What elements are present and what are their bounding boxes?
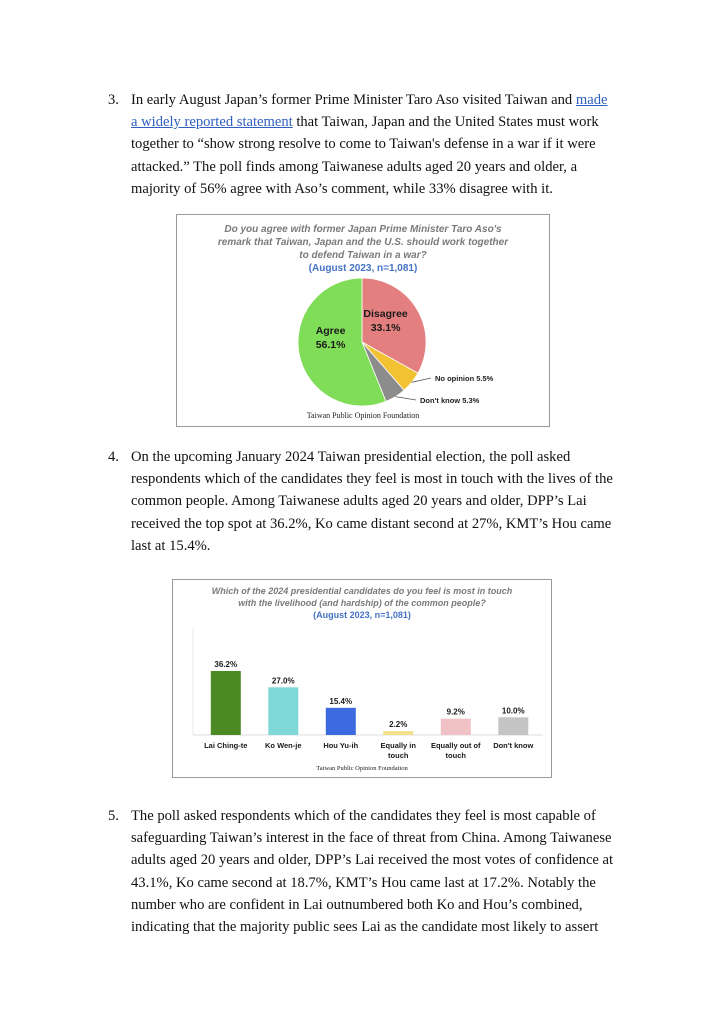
bar-value-label: 10.0% [501,706,525,716]
chart-title-line: Which of the 2024 presidential candidates do you feel is most in touch [211,586,513,596]
pie-label-name: Disagree [363,307,408,320]
pie-label-name: Agree [315,325,346,338]
bar-category-label: Don't know [493,741,534,750]
pie-label-outside: No opinion 5.5% [435,374,494,383]
text-line: common people. Among Taiwanese adults aged 20 years and older, DPP’s Lai [131,493,587,510]
text-line: number who are confident in Lai outnumbered both Ko and Hou’s combined, [131,896,583,913]
chart-title-line: Do you agree with former Japan Prime Minister Taro Aso's [224,224,502,235]
item-number: 3. [108,92,119,108]
pie-label-outside: Don't know 5.3% [420,396,480,405]
text-line: majority of 56% agree with Aso’s comment, while 33% disagree with it. [131,180,553,197]
bar-value-label: 15.4% [329,696,353,706]
bar-category-label: touch [445,751,466,760]
paragraph-most-in-touch [131,446,623,557]
text-line: attacked.” The poll finds among Taiwanese adults aged 20 years and older, a [131,158,578,175]
text-line: safeguarding Taiwan’s interest in the face of threat from China. Among Taiwanese [131,830,612,847]
bar-category-label: Ko Wen-je [264,741,302,750]
bar-chart [173,580,551,777]
text-line: received the top spot at 36.2%, Ko came distant second at 27%, KMT’s Hou came [131,515,612,532]
text-line: The poll asked respondents which of the candidates they feel is most capable of [131,808,596,824]
chart-source: Taiwan Public Opinion Foundation [306,411,420,420]
bar [498,717,528,735]
pie-chart [177,215,549,426]
text-line: respondents which of the candidates they feel is most in touch with the lives of the [131,471,613,488]
chart-subtitle: (August 2023, n=1,081) [308,263,418,274]
paragraph-safeguarding-taiwan [131,805,623,938]
bar-chart-figure [172,579,552,778]
bar [441,719,471,735]
bar-category-label: touch [388,751,409,760]
chart-subtitle: (August 2023, n=1,081) [313,610,411,620]
pie-label-value: 33.1% [370,321,401,334]
text-line: a widely reported statement that Taiwan, Japan and the United States must work [131,114,599,131]
text-line: In early August Japan’s former Prime Minister Taro Aso visited Taiwan and made [131,92,608,108]
bar-category-label: Lai Ching-te [204,741,248,750]
bar [326,708,356,735]
text-line: together to “show strong resolve to come to Taiwan's defense in a war if it were [131,136,596,153]
pie-label-value: 56.1% [315,339,346,352]
bar-value-label: 36.2% [214,660,238,669]
chart-title-line: to defend Taiwan in a war? [299,250,427,261]
bar [211,671,241,735]
widely-reported-statement-link[interactable]: a widely reported statement [131,114,293,131]
text-line: On the upcoming January 2024 Taiwan presidential election, the poll asked [131,449,571,465]
chart-title-line: remark that Taiwan, Japan and the U.S. should work together [217,237,509,248]
bar-category-label: Equally in [380,741,416,750]
chart-title-line: with the livelihood (and hardship) of the common people? [238,598,486,608]
bar [383,731,413,735]
bar-value-label: 9.2% [446,707,465,717]
pie-chart-figure [176,214,550,427]
made-link[interactable]: made [575,92,608,108]
text-line: indicating that the majority public sees Lai as the candidate most likely to assert [131,919,599,936]
item-number: 5. [108,808,119,824]
bar-category-label: Hou Yu-ih [323,741,359,750]
pie-leader-line [395,397,416,400]
bar-value-label: 27.0% [271,676,295,686]
paragraph-aso-statement [131,89,623,200]
item-number: 4. [108,449,119,465]
text-line: last at 15.4%. [131,537,211,554]
chart-source: Taiwan Public Opinion Foundation [316,765,408,772]
bar [268,687,298,735]
text-line: 43.1%, Ko came second at 18.7%, KMT’s Hou came last at 17.2%. Notably the [131,874,596,891]
bar-category-label: Equally out of [430,741,481,750]
bar-value-label: 2.2% [389,720,408,730]
text-line: adults aged 20 years and older, DPP’s Lai received the most votes of confidence at [131,852,614,869]
